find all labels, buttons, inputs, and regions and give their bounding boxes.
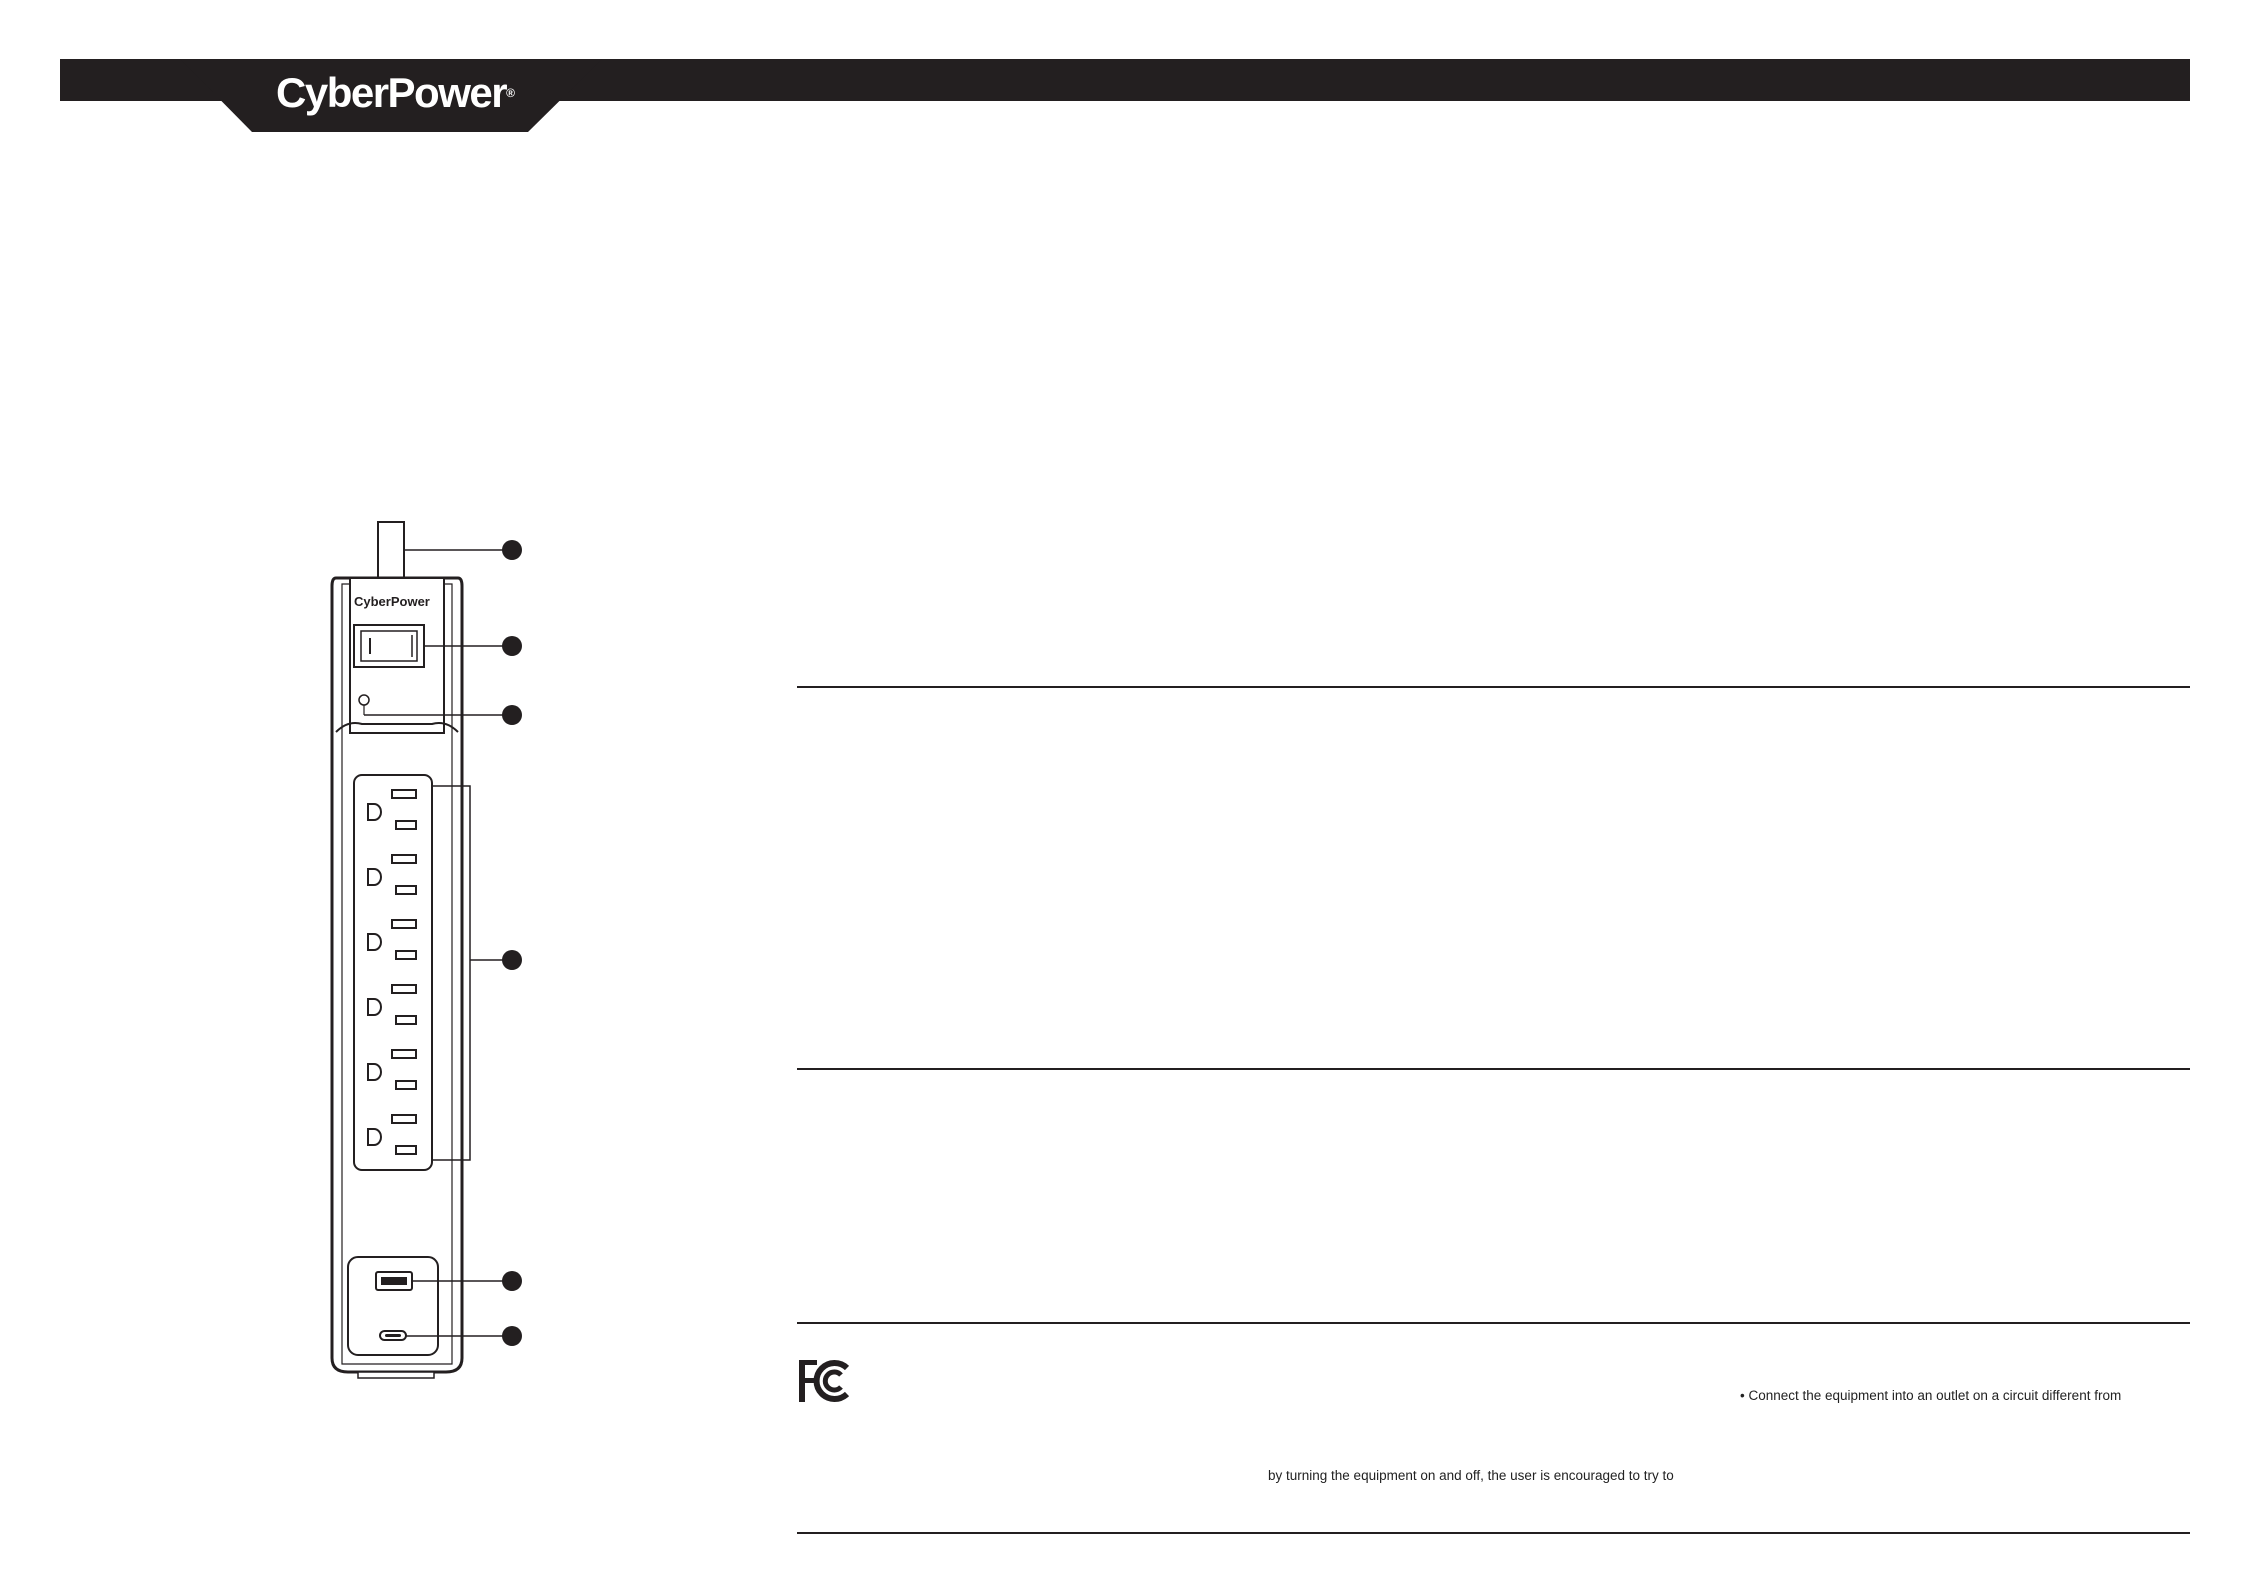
usb-panel (348, 1257, 522, 1355)
callout-marker (502, 636, 522, 656)
fcc-statement-line: by turning the equipment on and off, the user is encouraged to try to (1268, 1468, 1674, 1483)
brand-name: CyberPower (276, 69, 507, 116)
power-strip-diagram (300, 520, 560, 1385)
section-divider (797, 1068, 2190, 1070)
callout-marker (502, 1326, 522, 1346)
power-cord (378, 522, 522, 580)
fcc-logo (797, 1358, 853, 1409)
callout-marker (502, 540, 522, 560)
callout-marker (502, 705, 522, 725)
fcc-statement-line: • Connect the equipment into an outlet on a circuit different from (1740, 1388, 2122, 1403)
section-divider (797, 686, 2190, 688)
registered-mark: ® (506, 86, 515, 100)
brand-logo (276, 70, 515, 116)
device-brand-label: CyberPower (354, 594, 430, 609)
section-divider (797, 1322, 2190, 1324)
callout-marker (502, 950, 522, 970)
section-divider (797, 1532, 2190, 1534)
callout-marker (502, 1271, 522, 1291)
